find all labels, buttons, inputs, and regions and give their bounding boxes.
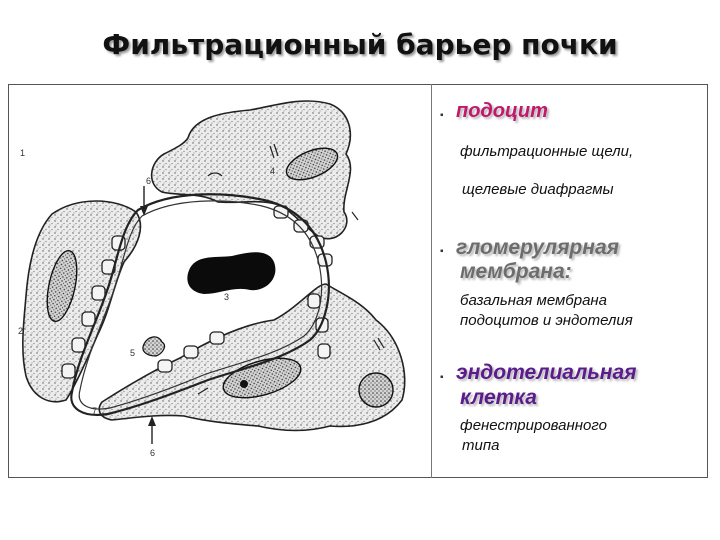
frame-divider [431, 84, 432, 478]
desc-podocyte-1: фильтрационные щели, [460, 143, 634, 160]
term-endothelial-1: эндотелиальная [456, 361, 637, 384]
desc-endothelial-2: типа [462, 437, 500, 454]
term-membrane-1: гломерулярная [456, 236, 619, 259]
term-podocyte: подоцит [456, 100, 548, 122]
figure-number-5: 5 [130, 348, 136, 358]
term-endothelial-2: клетка [460, 386, 537, 409]
platelet [143, 337, 165, 356]
desc-podocyte-2: щелевые диафрагмы [462, 181, 614, 198]
endothelial-cell-bottom [99, 284, 404, 431]
bullet-endothelial: ▪ [440, 372, 444, 383]
figure-number-6b: 6 [150, 448, 156, 458]
figure-number-4: 4 [270, 166, 276, 176]
desc-membrane-2: подоцитов и эндотелия [460, 312, 633, 329]
figure-number-1: 1 [20, 148, 26, 158]
figure-number-2: 2 [18, 326, 24, 336]
erythrocyte [187, 252, 275, 294]
podocyte-right-nucleus [359, 373, 393, 407]
figure-number-6a: 6 [146, 176, 152, 186]
page-title: Фильтрационный барьер почки [102, 28, 618, 61]
bullet-membrane: ▪ [440, 246, 444, 257]
bullet-podocyte: ▪ [440, 110, 444, 121]
desc-endothelial-1: фенестрированного [460, 417, 607, 434]
desc-membrane-1: базальная мембрана [460, 292, 608, 309]
filtration-barrier-illustration [12, 88, 430, 476]
figure-number-3: 3 [224, 292, 230, 302]
term-membrane-2: мембрана: [460, 260, 572, 283]
podocyte-left [23, 201, 141, 402]
figure-number-7: 7 [92, 406, 98, 416]
